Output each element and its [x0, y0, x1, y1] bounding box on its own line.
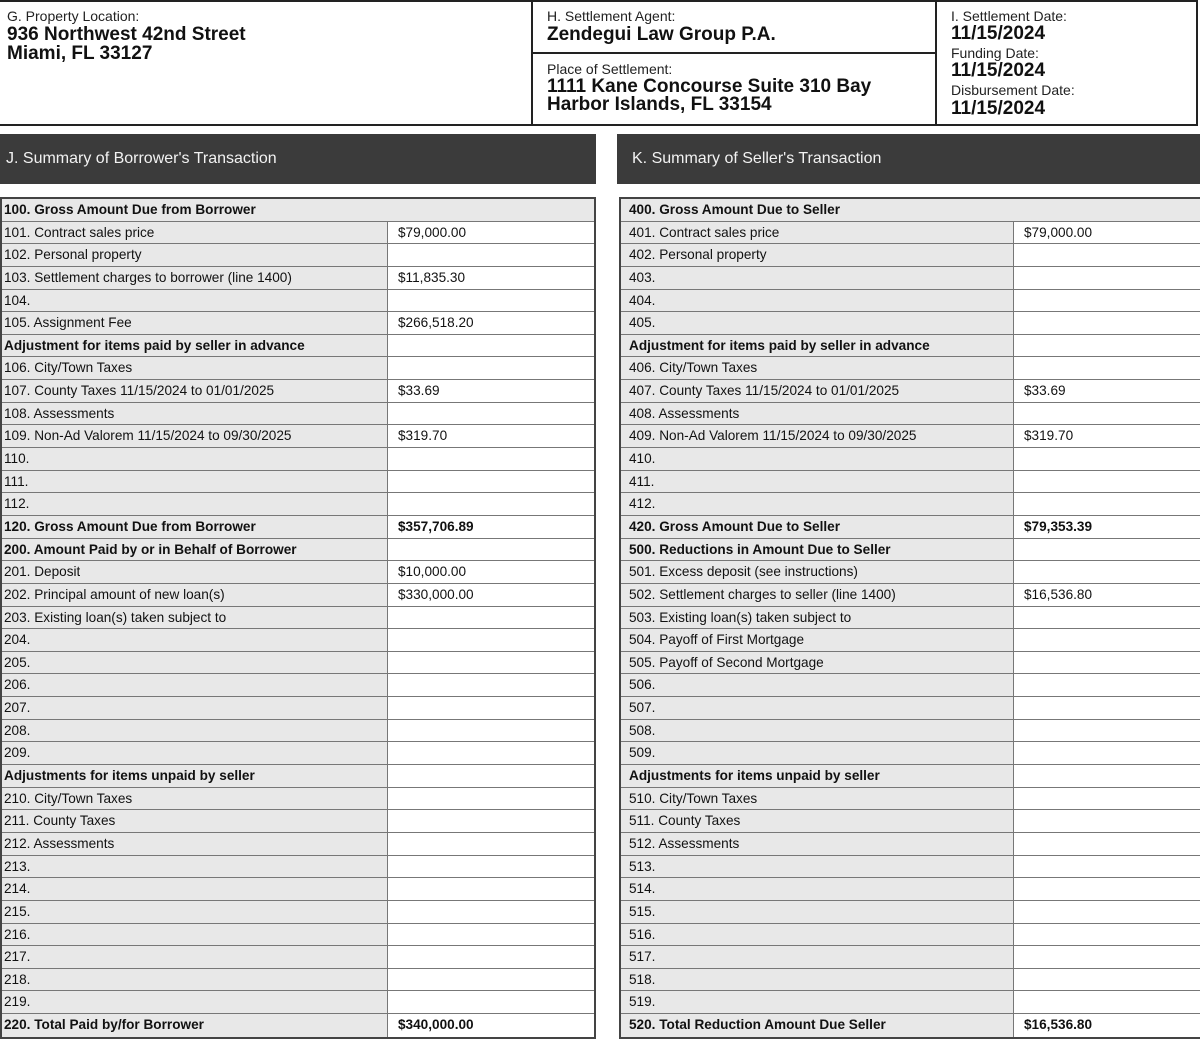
row-amount: $33.69 [387, 380, 594, 402]
table-row [2, 403, 594, 426]
row-amount [1013, 833, 1200, 855]
row-label: 501. Excess deposit (see instructions) [629, 564, 858, 580]
row-amount: $10,000.00 [387, 561, 594, 583]
table-row [2, 199, 594, 222]
table-row [621, 267, 1200, 290]
settlement-agent-cell [531, 2, 935, 124]
table-row [2, 674, 594, 697]
funding-date: 11/15/2024 [951, 60, 1046, 81]
row-label: 407. County Taxes 11/15/2024 to 01/01/2025 [629, 383, 900, 399]
table-row [621, 674, 1200, 697]
settlement-date-label: I. Settlement Date: [951, 8, 1067, 24]
table-row [2, 425, 594, 448]
row-label: 511. County Taxes [629, 813, 741, 829]
row-label: 400. Gross Amount Due to Seller [629, 202, 841, 217]
table-row [621, 607, 1200, 630]
row-label: 503. Existing loan(s) taken subject to [629, 609, 852, 625]
agent-divider [533, 52, 935, 54]
row-amount [1013, 924, 1200, 946]
row-amount [1013, 539, 1200, 561]
row-label: 208. [4, 722, 31, 738]
row-label: 512. Assessments [629, 835, 740, 851]
table-row [2, 788, 594, 811]
disbursement-date: 11/15/2024 [951, 98, 1046, 119]
table-row [2, 561, 594, 584]
table-row [621, 516, 1200, 539]
table-row [2, 629, 594, 652]
row-amount: $16,536.80 [1013, 1014, 1200, 1037]
row-label: 518. [629, 971, 656, 987]
row-amount [1013, 946, 1200, 968]
table-row [621, 222, 1200, 245]
row-amount: $79,000.00 [387, 222, 594, 244]
table-row [621, 878, 1200, 901]
row-amount [1013, 901, 1200, 923]
row-amount [1013, 267, 1200, 289]
row-amount [387, 335, 594, 357]
row-amount [1013, 403, 1200, 425]
settlement-header [0, 0, 1198, 126]
table-row [621, 244, 1200, 267]
row-label: 520. Total Reduction Amount Due Seller [629, 1017, 886, 1033]
table-row [2, 652, 594, 675]
table-row [621, 425, 1200, 448]
row-label: 507. [629, 700, 656, 716]
property-address-line1: 936 Northwest 42nd Street [7, 24, 246, 45]
row-label: 202. Principal amount of new loan(s) [4, 586, 225, 602]
row-amount [1013, 290, 1200, 312]
row-amount: $330,000.00 [387, 584, 594, 606]
table-row [621, 765, 1200, 788]
table-row [621, 357, 1200, 380]
row-amount [387, 471, 594, 493]
row-amount: $16,536.80 [1013, 584, 1200, 606]
row-amount [387, 991, 594, 1013]
property-location-label: G. Property Location: [7, 8, 140, 24]
row-amount [1013, 607, 1200, 629]
row-label: 504. Payoff of First Mortgage [629, 632, 805, 648]
row-label: 409. Non-Ad Valorem 11/15/2024 to 09/30/2025 [629, 428, 917, 444]
seller-transaction-table [619, 197, 1200, 1039]
row-label: 411. [629, 473, 655, 489]
table-row [2, 357, 594, 380]
row-amount [387, 878, 594, 900]
table-row [2, 222, 594, 245]
row-amount [387, 539, 594, 561]
table-row [2, 833, 594, 856]
row-amount [387, 290, 594, 312]
row-label: 209. [4, 745, 31, 761]
row-amount: $319.70 [1013, 425, 1200, 447]
row-label: 412. [629, 496, 656, 512]
table-row [621, 584, 1200, 607]
table-row [2, 539, 594, 562]
table-row [621, 471, 1200, 494]
table-row [621, 312, 1200, 335]
row-label: 502. Settlement charges to seller (line 1400) [629, 586, 896, 602]
row-label: 406. City/Town Taxes [629, 360, 758, 376]
row-amount [387, 629, 594, 651]
row-amount: $340,000.00 [387, 1014, 594, 1037]
place-of-settlement-label: Place of Settlement: [547, 61, 673, 77]
table-row [621, 290, 1200, 313]
row-label: 100. Gross Amount Due from Borrower [4, 202, 256, 217]
table-row [2, 878, 594, 901]
row-amount [1013, 878, 1200, 900]
row-amount: $319.70 [387, 425, 594, 447]
table-row [621, 991, 1200, 1014]
row-amount [1013, 357, 1200, 379]
row-label: 215. [4, 903, 31, 919]
table-row [621, 856, 1200, 879]
row-label: 408. Assessments [629, 405, 740, 421]
row-amount: $266,518.20 [387, 312, 594, 334]
row-label: 210. City/Town Taxes [4, 790, 133, 806]
row-label: 101. Contract sales price [4, 224, 155, 240]
row-amount [387, 810, 594, 832]
row-amount [1013, 629, 1200, 651]
row-label: 220. Total Paid by/for Borrower [4, 1017, 204, 1033]
row-amount [387, 901, 594, 923]
row-label: 403. [629, 269, 656, 285]
row-amount [387, 357, 594, 379]
row-label: 509. [629, 745, 656, 761]
row-label: 513. [629, 858, 656, 874]
row-label: 510. City/Town Taxes [629, 790, 758, 806]
table-row [621, 697, 1200, 720]
row-amount [1013, 765, 1200, 787]
row-amount [387, 765, 594, 787]
table-row [621, 448, 1200, 471]
table-row [2, 765, 594, 788]
row-amount [387, 856, 594, 878]
row-amount [1013, 312, 1200, 334]
table-row [2, 969, 594, 992]
table-row [2, 924, 594, 947]
property-address-line2: Miami, FL 33127 [7, 43, 153, 64]
row-label: 508. [629, 722, 656, 738]
funding-date-label: Funding Date: [951, 45, 1039, 61]
table-row [621, 629, 1200, 652]
row-label: 203. Existing loan(s) taken subject to [4, 609, 227, 625]
row-label: 505. Payoff of Second Mortgage [629, 654, 824, 670]
table-row [2, 516, 594, 539]
row-label: 204. [4, 632, 31, 648]
row-label: 217. [4, 949, 31, 965]
row-amount [1013, 493, 1200, 515]
table-row [621, 1014, 1200, 1037]
row-amount: $33.69 [1013, 380, 1200, 402]
row-amount [1013, 561, 1200, 583]
row-label: 110. [4, 451, 30, 467]
table-row [621, 946, 1200, 969]
row-label: Adjustments for items unpaid by seller [629, 768, 880, 784]
row-label: 420. Gross Amount Due to Seller [629, 518, 841, 534]
table-row [2, 697, 594, 720]
place-of-settlement-value: 1111 Kane Concourse Suite 310 Bay Harbor Islands, FL 33154 [547, 76, 872, 115]
row-label: 107. County Taxes 11/15/2024 to 01/01/2025 [4, 383, 275, 399]
row-label: 214. [4, 881, 31, 897]
table-row [621, 969, 1200, 992]
row-amount: $357,706.89 [387, 516, 594, 538]
row-amount [387, 674, 594, 696]
table-row [621, 810, 1200, 833]
row-label: 506. [629, 677, 656, 693]
row-amount [1013, 810, 1200, 832]
table-row [2, 380, 594, 403]
row-label: 517. [629, 949, 656, 965]
table-row [621, 380, 1200, 403]
row-label: 104. [4, 292, 31, 308]
row-amount [1013, 969, 1200, 991]
row-amount [1013, 471, 1200, 493]
row-label: 200. Amount Paid by or in Behalf of Borrower [4, 541, 297, 557]
row-label: 206. [4, 677, 31, 693]
table-row [2, 335, 594, 358]
table-row [2, 946, 594, 969]
table-row [2, 901, 594, 924]
table-row [621, 561, 1200, 584]
row-amount [1013, 674, 1200, 696]
row-label: 410. [629, 451, 656, 467]
table-row [2, 856, 594, 879]
table-row [621, 720, 1200, 743]
property-location-cell [0, 2, 529, 124]
settlement-agent-value: Zendegui Law Group P.A. [547, 24, 776, 45]
table-row [621, 403, 1200, 426]
table-row [2, 742, 594, 765]
row-label: 500. Reductions in Amount Due to Seller [629, 541, 891, 557]
row-amount [387, 697, 594, 719]
row-amount [387, 448, 594, 470]
row-amount [387, 403, 594, 425]
row-label: 216. [4, 926, 31, 942]
table-row [621, 924, 1200, 947]
table-row [2, 810, 594, 833]
table-row [621, 335, 1200, 358]
row-label: 112. [4, 496, 30, 512]
row-label: 219. [4, 994, 31, 1010]
table-row [2, 290, 594, 313]
property-address [7, 25, 246, 63]
dates-cell [935, 2, 1198, 124]
row-amount [387, 924, 594, 946]
row-amount: $11,835.30 [387, 267, 594, 289]
row-label: 514. [629, 881, 656, 897]
row-amount [387, 946, 594, 968]
row-label: 405. [629, 315, 656, 331]
row-amount [1013, 244, 1200, 266]
table-row [621, 742, 1200, 765]
row-label: 205. [4, 654, 31, 670]
row-amount [387, 969, 594, 991]
row-label: 213. [4, 858, 31, 874]
row-amount [1013, 448, 1200, 470]
row-amount [387, 652, 594, 674]
row-label: 519. [629, 994, 656, 1010]
table-row [2, 493, 594, 516]
table-row [621, 833, 1200, 856]
row-label: 120. Gross Amount Due from Borrower [4, 518, 256, 534]
row-amount: $79,000.00 [1013, 222, 1200, 244]
row-label: 103. Settlement charges to borrower (line 1400) [4, 269, 292, 285]
borrower-transaction-table [0, 197, 596, 1039]
row-amount [387, 607, 594, 629]
row-amount: $79,353.39 [1013, 516, 1200, 538]
row-label: 108. Assessments [4, 405, 115, 421]
table-row [2, 244, 594, 267]
row-amount [387, 720, 594, 742]
table-row [2, 584, 594, 607]
row-label: 102. Personal property [4, 247, 142, 263]
row-amount [387, 833, 594, 855]
row-label: 211. County Taxes [4, 813, 116, 829]
row-label: 111. [4, 473, 29, 489]
row-label: 218. [4, 971, 31, 987]
table-row [621, 901, 1200, 924]
row-amount [1013, 856, 1200, 878]
table-row [2, 471, 594, 494]
row-label: 401. Contract sales price [629, 224, 780, 240]
row-amount [1013, 742, 1200, 764]
row-label: Adjustment for items paid by seller in advance [4, 337, 305, 353]
row-label: 109. Non-Ad Valorem 11/15/2024 to 09/30/2025 [4, 428, 292, 444]
settlement-date: 11/15/2024 [951, 23, 1046, 44]
table-row [621, 788, 1200, 811]
row-amount [1013, 991, 1200, 1013]
row-amount [1013, 788, 1200, 810]
seller-section-title: K. Summary of Seller's Transaction [617, 134, 1200, 184]
table-row [621, 199, 1200, 222]
row-label: 404. [629, 292, 656, 308]
table-row [2, 448, 594, 471]
row-label: 402. Personal property [629, 247, 767, 263]
table-row [621, 652, 1200, 675]
row-label: Adjustments for items unpaid by seller [4, 768, 255, 784]
row-amount [1013, 335, 1200, 357]
row-label: 106. City/Town Taxes [4, 360, 133, 376]
row-label: 201. Deposit [4, 564, 81, 580]
disbursement-date-label: Disbursement Date: [951, 82, 1075, 98]
table-row [2, 720, 594, 743]
row-amount [387, 742, 594, 764]
table-row [621, 493, 1200, 516]
row-amount [1013, 697, 1200, 719]
row-amount [1013, 652, 1200, 674]
row-amount [387, 244, 594, 266]
row-amount [387, 788, 594, 810]
table-row [2, 1014, 594, 1037]
row-label: 515. [629, 903, 656, 919]
row-label: Adjustment for items paid by seller in advance [629, 337, 930, 353]
row-label: 516. [629, 926, 656, 942]
row-label: 207. [4, 700, 31, 716]
settlement-agent-label: H. Settlement Agent: [547, 8, 676, 24]
row-amount [387, 493, 594, 515]
table-row [2, 312, 594, 335]
table-row [2, 607, 594, 630]
row-amount [1013, 720, 1200, 742]
borrower-section-title: J. Summary of Borrower's Transaction [0, 134, 596, 184]
table-row [621, 539, 1200, 562]
table-row [2, 267, 594, 290]
row-label: 212. Assessments [4, 835, 115, 851]
table-row [2, 991, 594, 1014]
row-label: 105. Assignment Fee [4, 315, 132, 331]
